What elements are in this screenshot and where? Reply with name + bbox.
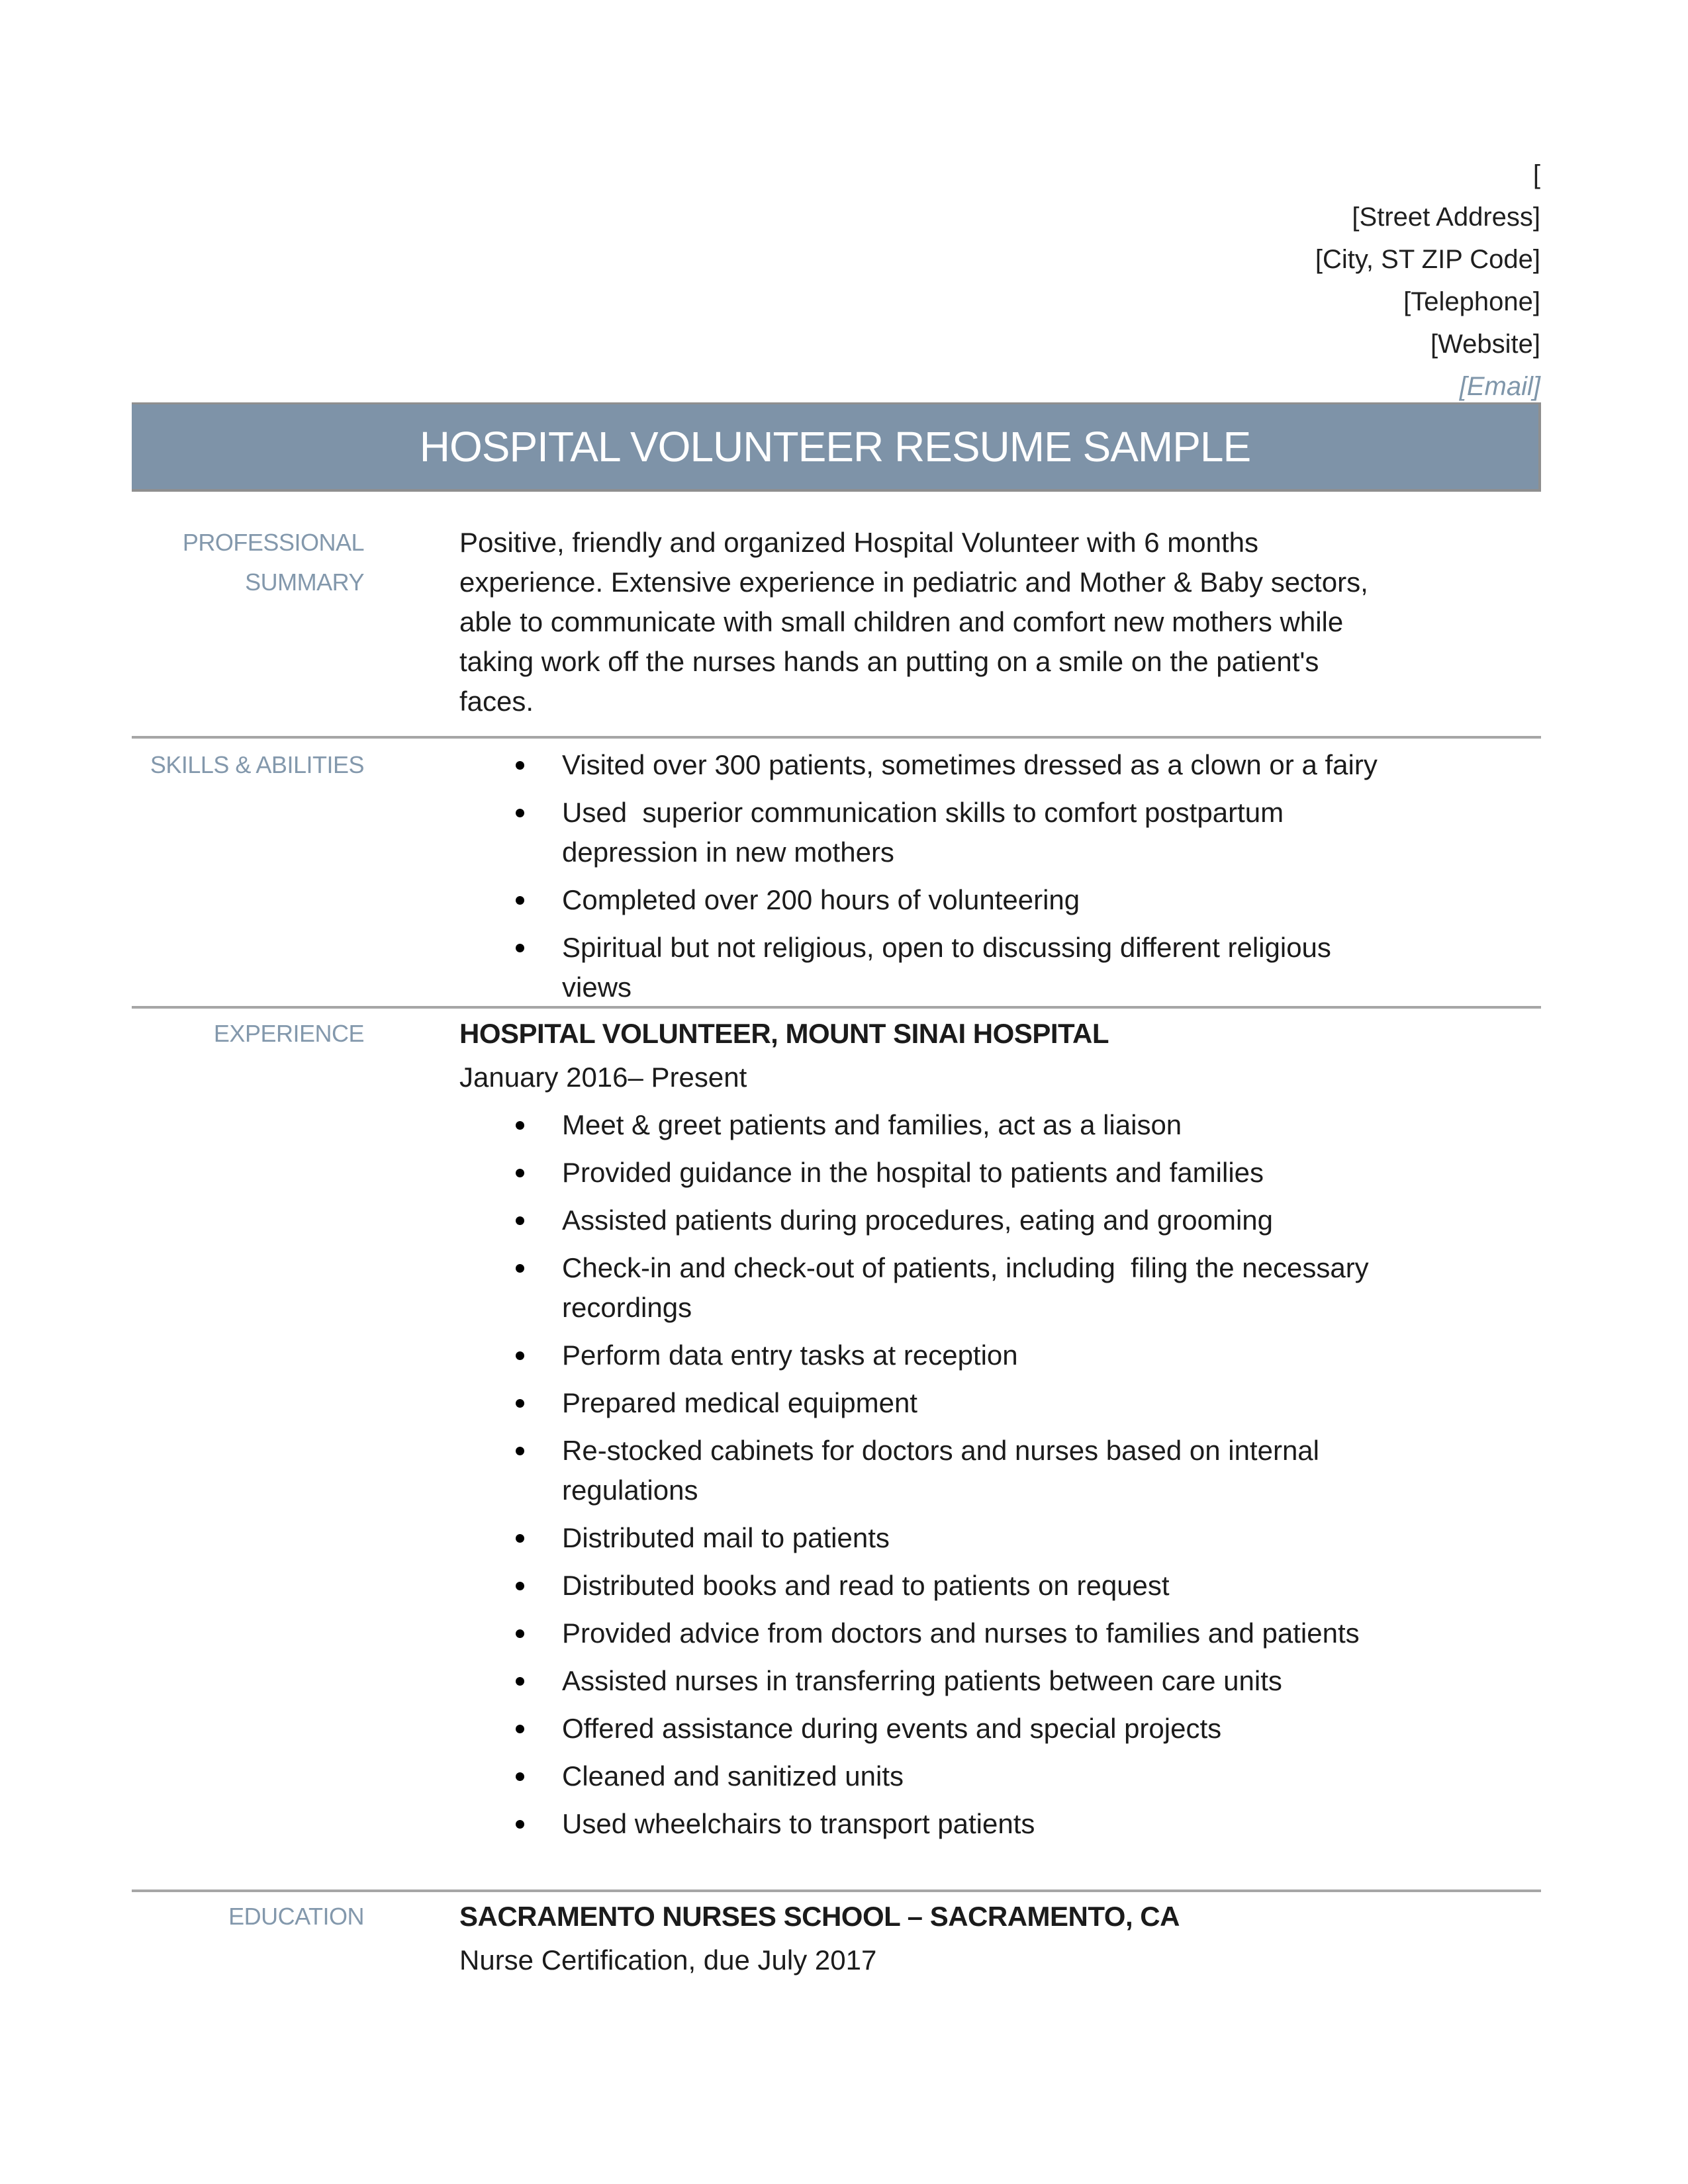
list-item bbox=[459, 880, 1541, 920]
bullet-text: Completed over 200 hours of volunteering bbox=[562, 884, 1080, 915]
list-item bbox=[459, 928, 1541, 1007]
bullet-text: Cleaned and sanitized units bbox=[562, 1760, 904, 1792]
bullet-text: Visited over 300 patients, sometimes dressed as a clown or a fairy bbox=[562, 749, 1378, 780]
section-experience bbox=[132, 1014, 1541, 1852]
list-item bbox=[459, 1756, 1541, 1796]
bullet-icon bbox=[516, 944, 524, 952]
list-item bbox=[459, 1201, 1541, 1240]
section-label-experience: EXPERIENCE bbox=[213, 1020, 364, 1047]
bullet-icon bbox=[516, 1121, 524, 1130]
bullet-text: Assisted patients during procedures, eating and grooming bbox=[562, 1205, 1273, 1236]
bullet-icon bbox=[516, 1677, 524, 1686]
bullet-text: Check-in and check-out of patients, including filing the necessary bbox=[562, 1252, 1369, 1283]
list-item bbox=[459, 1518, 1541, 1558]
experience-dates: January 2016– Present bbox=[459, 1062, 747, 1093]
section-label-professional-summary: PROFESSIONAL SUMMARY bbox=[182, 529, 364, 596]
list-item bbox=[459, 1614, 1541, 1653]
bullet-icon bbox=[516, 761, 524, 770]
bullet-text: Used superior communication skills to comfort postpartum bbox=[562, 797, 1284, 828]
contact-open-bracket: [ bbox=[1532, 160, 1540, 189]
skills-bullet-list bbox=[459, 745, 1541, 1007]
list-item bbox=[459, 1431, 1541, 1510]
bullet-text: Distributed books and read to patients on request bbox=[562, 1570, 1170, 1601]
bullet-text: Assisted nurses in transferring patients between care units bbox=[562, 1665, 1282, 1696]
section-skills-abilities bbox=[132, 745, 1541, 1015]
bullet-text: Meet & greet patients and families, act as a liaison bbox=[562, 1109, 1182, 1140]
summary-line: Positive, friendly and organized Hospital Volunteer with 6 months bbox=[459, 527, 1259, 558]
bullet-icon bbox=[516, 1351, 524, 1360]
bullet-text: Prepared medical equipment bbox=[562, 1387, 917, 1418]
bullet-text: depression in new mothers bbox=[562, 837, 894, 868]
experience-bullet-list bbox=[459, 1105, 1541, 1844]
experience-heading: HOSPITAL VOLUNTEER, MOUNT SINAI HOSPITAL bbox=[459, 1018, 1109, 1049]
bullet-icon bbox=[516, 1725, 524, 1733]
summary-line: faces. bbox=[459, 686, 534, 717]
contact-telephone: [Telephone] bbox=[1403, 287, 1540, 316]
list-item bbox=[459, 1566, 1541, 1606]
bullet-text: views bbox=[562, 972, 632, 1003]
summary-line: taking work off the nurses hands an putting on a smile on the patient's bbox=[459, 646, 1319, 677]
bullet-text: Distributed mail to patients bbox=[562, 1522, 890, 1553]
bullet-text: regulations bbox=[562, 1475, 698, 1506]
title-band bbox=[132, 402, 1541, 492]
list-item bbox=[459, 1153, 1541, 1193]
section-label-skills-abilities: SKILLS & ABILITIES bbox=[150, 751, 364, 778]
list-item bbox=[459, 745, 1541, 785]
bullet-text: Provided guidance in the hospital to patients and families bbox=[562, 1157, 1264, 1188]
section-professional-summary bbox=[132, 523, 1541, 721]
bullet-text: Perform data entry tasks at reception bbox=[562, 1340, 1018, 1371]
bullet-icon bbox=[516, 1582, 524, 1590]
contact-street-address: [Street Address] bbox=[1352, 203, 1540, 232]
education-detail: Nurse Certification, due July 2017 bbox=[459, 1944, 877, 1976]
bullet-icon bbox=[516, 1772, 524, 1781]
section-education bbox=[132, 1897, 1541, 1980]
education-heading: SACRAMENTO NURSES SCHOOL – SACRAMENTO, CA bbox=[459, 1901, 1180, 1932]
contact-block bbox=[1315, 154, 1540, 408]
bullet-text: Re-stocked cabinets for doctors and nurses based on internal bbox=[562, 1435, 1319, 1466]
contact-website: [Website] bbox=[1430, 330, 1540, 359]
summary-line: able to communicate with small children and comfort new mothers while bbox=[459, 606, 1344, 637]
bullet-text: Provided advice from doctors and nurses to families and patients bbox=[562, 1617, 1360, 1649]
bullet-icon bbox=[516, 1169, 524, 1177]
section-divider bbox=[132, 1889, 1541, 1892]
bullet-icon bbox=[516, 809, 524, 817]
list-item bbox=[459, 793, 1541, 872]
list-item bbox=[459, 1804, 1541, 1844]
list-item bbox=[459, 1248, 1541, 1328]
bullet-text: Spiritual but not religious, open to discussing different religious bbox=[562, 932, 1331, 963]
list-item bbox=[459, 1383, 1541, 1423]
list-item bbox=[459, 1709, 1541, 1749]
bullet-text: Used wheelchairs to transport patients bbox=[562, 1808, 1035, 1839]
bullet-icon bbox=[516, 1820, 524, 1829]
bullet-icon bbox=[516, 1399, 524, 1408]
page-title: HOSPITAL VOLUNTEER RESUME SAMPLE bbox=[419, 423, 1251, 471]
bullet-icon bbox=[516, 1447, 524, 1455]
bullet-icon bbox=[516, 1629, 524, 1638]
bullet-icon bbox=[516, 1216, 524, 1225]
section-divider bbox=[132, 1006, 1541, 1009]
bullet-icon bbox=[516, 896, 524, 905]
section-label-education: EDUCATION bbox=[228, 1903, 364, 1930]
bullet-text: recordings bbox=[562, 1292, 692, 1323]
contact-city-state-zip: [City, ST ZIP Code] bbox=[1315, 245, 1540, 274]
list-item bbox=[459, 1661, 1541, 1701]
list-item bbox=[459, 1336, 1541, 1375]
summary-line: experience. Extensive experience in pediatric and Mother & Baby sectors, bbox=[459, 567, 1368, 598]
bullet-text: Offered assistance during events and special projects bbox=[562, 1713, 1222, 1744]
list-item bbox=[459, 1105, 1541, 1145]
bullet-icon bbox=[516, 1534, 524, 1543]
bullet-icon bbox=[516, 1264, 524, 1273]
contact-email: [Email] bbox=[1459, 372, 1540, 401]
summary-text bbox=[459, 523, 1541, 721]
section-divider bbox=[132, 736, 1541, 739]
